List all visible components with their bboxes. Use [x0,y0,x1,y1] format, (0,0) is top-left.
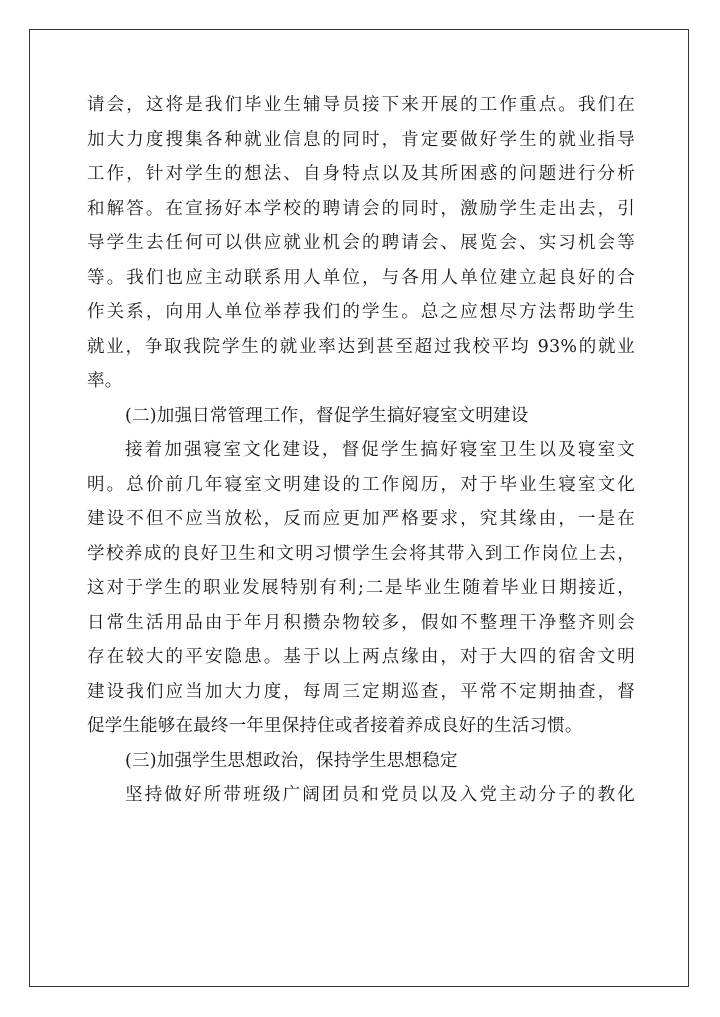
paragraph-line: 和解答。在宣扬好本学校的聘请会的同时，激励学生走出去，引 [87,198,635,219]
paragraph-line: 建设我们应当加大力度，每周三定期巡查，平常不定期抽查，督 [87,681,635,702]
paragraph-line: 日常生活用品由于年月积攒杂物较多，假如不整理干净整齐则会 [87,612,635,633]
paragraph-line: 导学生去任何可以供应就业机会的聘请会、展览会、实习机会等 [87,233,635,253]
paragraph-line: 这对于学生的职业发展特别有利;二是毕业生随着毕业日期接近， [87,578,635,598]
section-heading-line: (二)加强日常管理工作，督促学生搞好寝室文明建设 [125,405,529,426]
paragraph-line: 加大力度搜集各种就业信息的同时，肯定要做好学生的就业指导 [87,129,635,150]
paragraph-line: 学校养成的良好卫生和文明习惯学生会将其带入到工作岗位上去， [87,543,635,564]
paragraph-line: 作关系，向用人单位举荐我们的学生。总之应想尽方法帮助学生 [87,302,635,322]
paragraph-line: 请会，这将是我们毕业生辅导员接下来开展的工作重点。我们在 [87,95,635,115]
paragraph-line: 率。 [87,371,123,391]
paragraph-line: 工作，针对学生的想法、自身特点以及其所困惑的问题进行分析 [87,164,635,184]
paragraph-line: 坚持做好所带班级广阔团员和党员以及入党主动分子的教化 [125,785,635,805]
paragraph-line: 建设不但不应当放松，反而应更加严格要求，究其缘由，一是在 [87,509,635,529]
paragraph-line: 接着加强寝室文化建设，督促学生搞好寝室卫生以及寝室文 [125,440,635,460]
paragraph-line: 明。总价前几年寝室文明建设的工作阅历，对于毕业生寝室文化 [87,474,635,495]
paragraph-line: 就业，争取我院学生的就业率达到甚至超过我校平均 93%的就业 [87,336,635,357]
paragraph-line: 存在较大的平安隐患。基于以上两点缘由，对于大四的宿舍文明 [87,647,635,667]
document-body [87,88,635,813]
paragraph-line: 促学生能够在最终一年里保持住或者接着养成良好的生活习惯。 [87,716,583,736]
section-heading-line: (三)加强学生思想政治，保持学生思想稳定 [125,750,458,771]
paragraph-line: 等。我们也应主动联系用人单位，与各用人单位建立起良好的合 [87,267,635,288]
